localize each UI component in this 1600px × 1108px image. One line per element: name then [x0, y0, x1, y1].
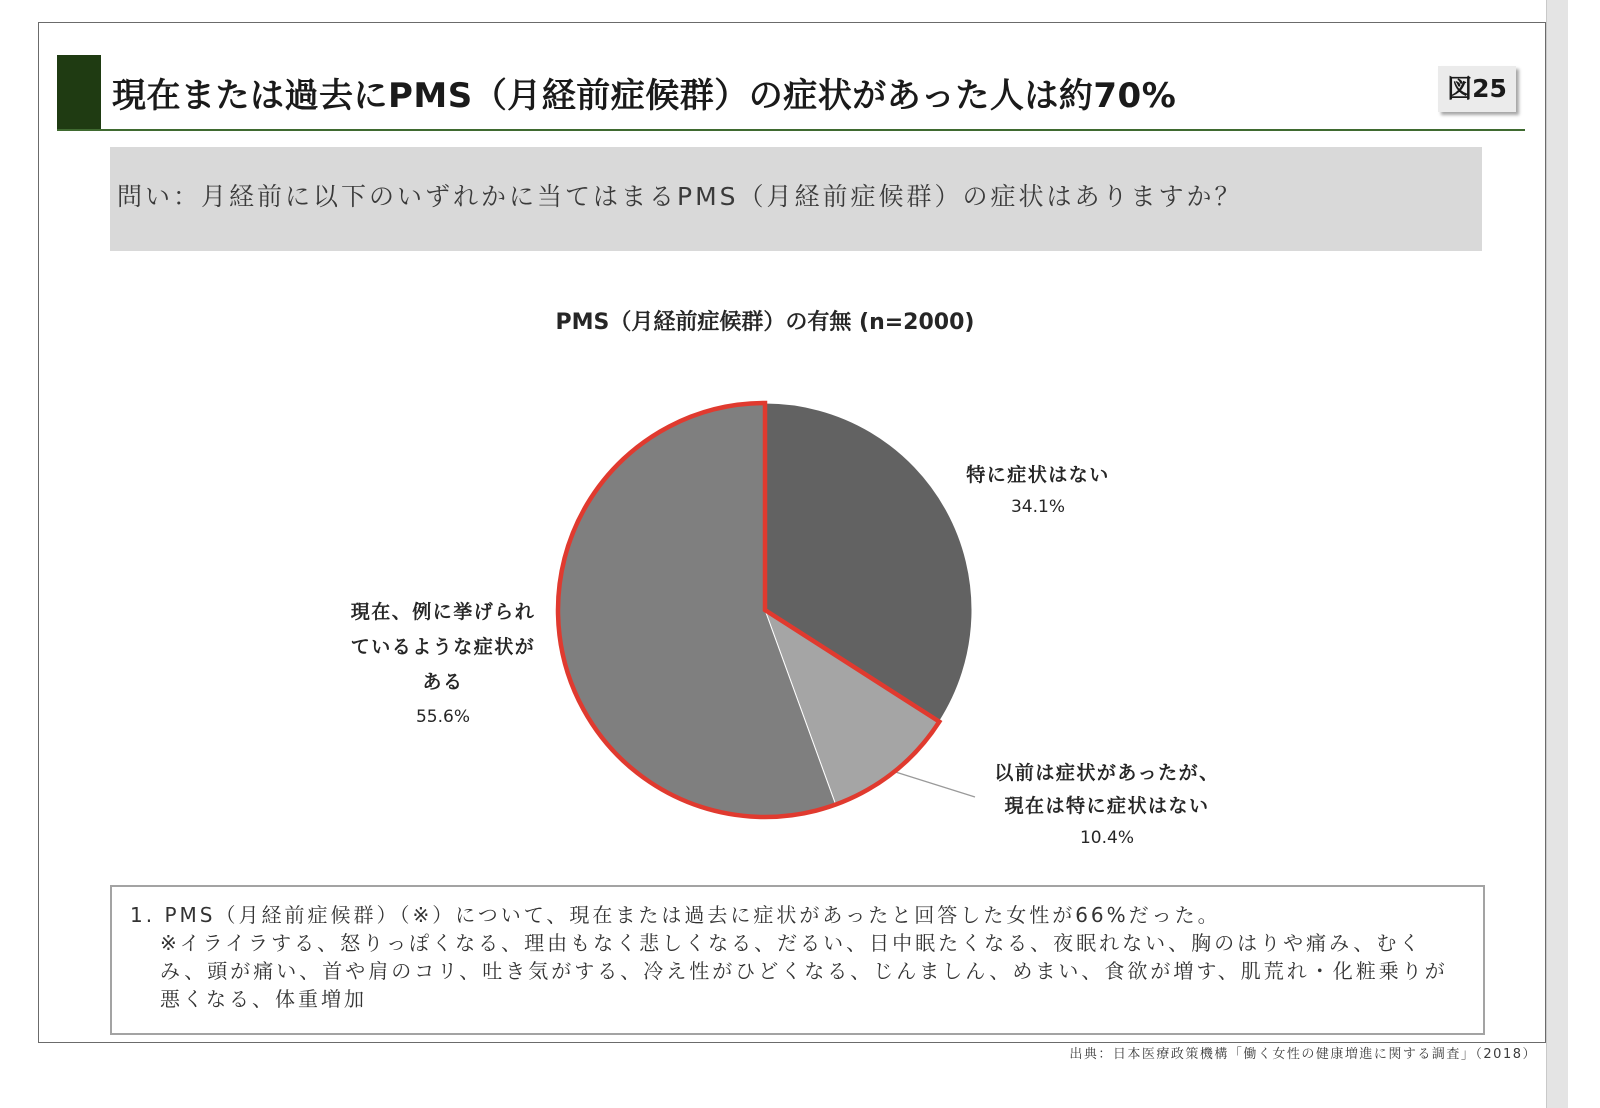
notes-text [130, 901, 1448, 1013]
chart-title: PMS（月経前症候群）の有無 (n=2000) [555, 310, 975, 335]
slice-value-label: 10.4% [1079, 828, 1134, 848]
slice-label-line: ある [422, 670, 464, 693]
leader-line-past-symptoms [894, 772, 975, 797]
slice-label-line: 特に症状はない [966, 464, 1110, 486]
slice-value-label: 34.1% [1010, 497, 1065, 517]
page-title: 現在または過去にPMS（月経前症候群）の症状があった人は約70% [112, 76, 1177, 116]
slice-label-past-symptoms [967, 757, 1247, 855]
slice-value-label: 55.6% [415, 706, 470, 727]
note-line: ※イライラする、怒りっぽくなる、理由もなく悲しくなる、だるい、日中眠たくなる、夜眠れない、胸のはりや痛み、むく [160, 931, 1423, 955]
question-text: 問い：月経前に以下のいずれかに当てはまるPMS（月経前症候群）の症状はありますか？ [117, 182, 1243, 211]
slice-label-line: 現在は特に症状はない [1004, 794, 1210, 817]
title-rule [57, 129, 1525, 131]
notes-box [110, 885, 1485, 1035]
source-citation: 出典：日本医療政策機構「働く女性の健康増進に関する調査」（2018） [1069, 1047, 1537, 1062]
slice-label-line: 現在、例に挙げられ [350, 600, 536, 623]
note-line: み、頭が痛い、首や肩のコリ、吐き気がする、冷え性がひどくなる、じんましん、めまい、食欲が増す、肌荒れ・化粧乗りが [160, 959, 1448, 983]
note-line: 1. PMS（月経前症候群）（※）について、現在または過去に症状があったと回答した女性が66%だった。 [130, 903, 1221, 927]
slice-label-line: ているような症状が [350, 635, 536, 658]
pie-chart [540, 385, 990, 835]
slice-label-no-symptoms [928, 459, 1148, 523]
slice-label-current-symptoms [323, 595, 563, 735]
figure-number-badge: 図25 [1438, 66, 1516, 112]
slice-label-line: 以前は症状があったが、 [994, 762, 1220, 784]
question-box [110, 147, 1482, 251]
note-line: 悪くなる、体重増加 [160, 987, 367, 1011]
viewer-edge [1546, 0, 1568, 1108]
title-accent-block [57, 55, 101, 131]
